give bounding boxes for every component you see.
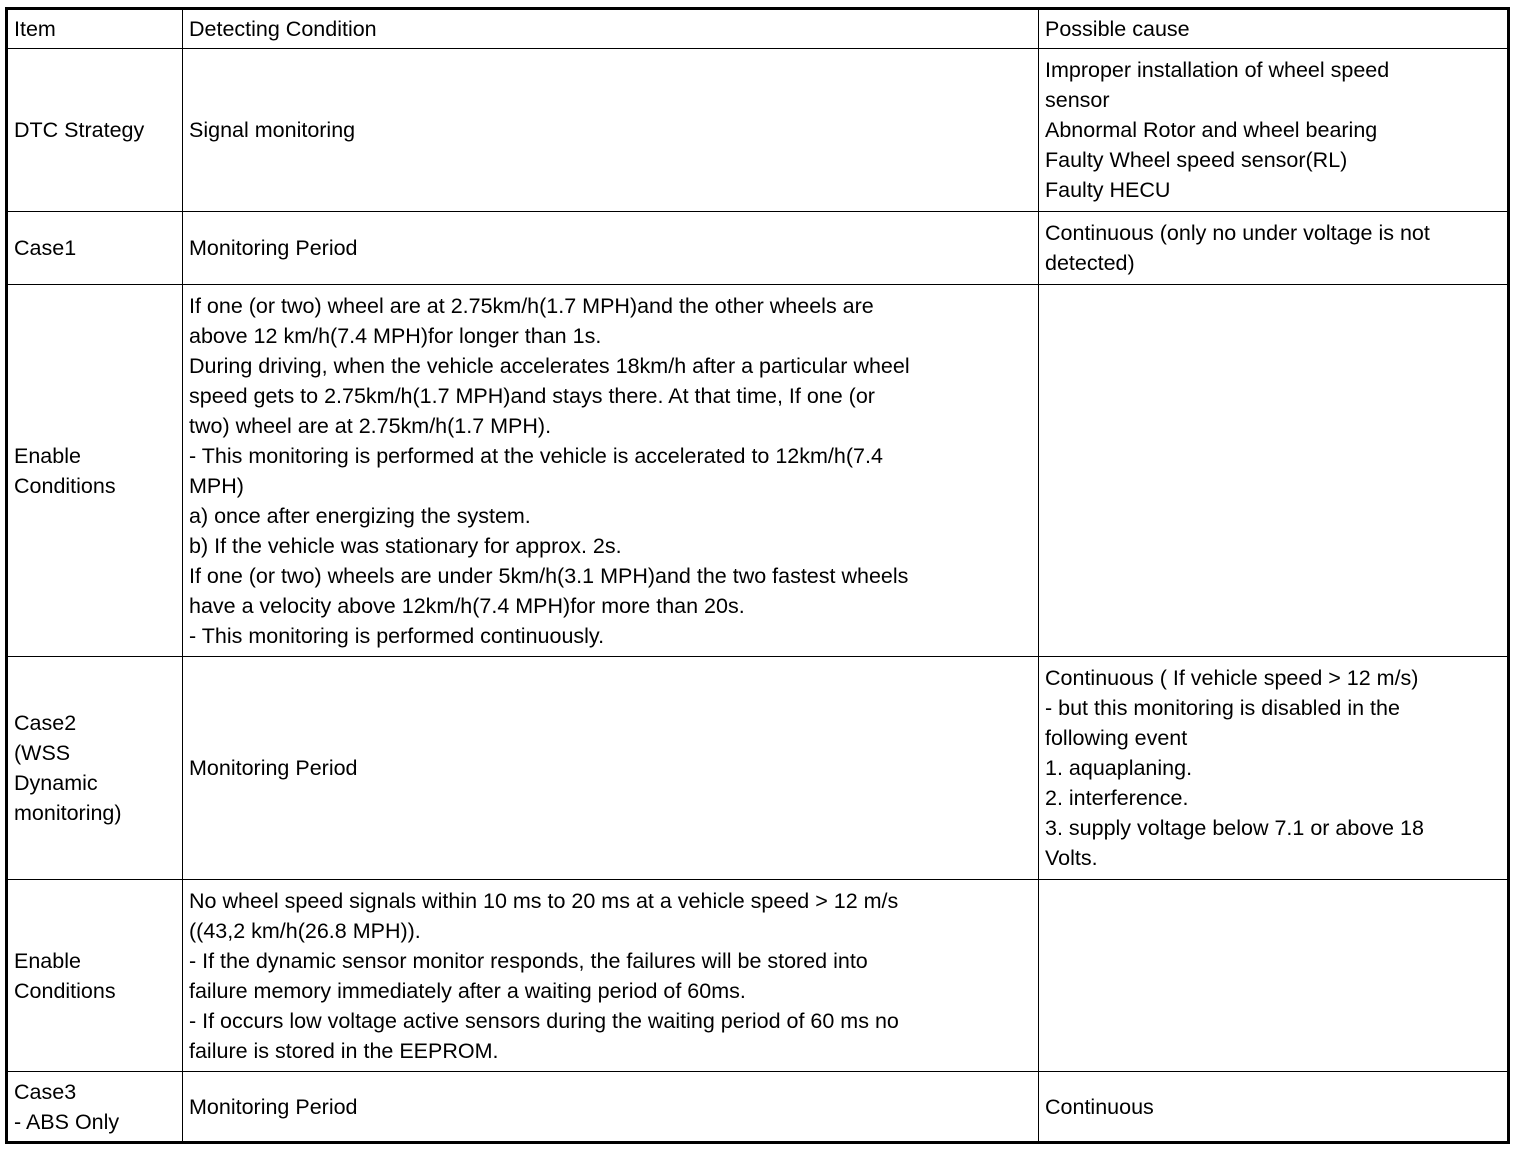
- cell-line: Case3: [14, 1079, 77, 1104]
- cell-line: MPH): [189, 473, 244, 498]
- header-condition: Detecting Condition: [183, 9, 1039, 49]
- cell-line: monitoring): [14, 801, 122, 825]
- cell-cause: [1039, 657, 1509, 880]
- header-cause: Possible cause: [1039, 9, 1509, 49]
- cell-condition: [183, 657, 1039, 880]
- cell-line: - This monitoring is performed at the vehicle is accelerated to 12km/h(7.4: [189, 443, 883, 468]
- table-row: [7, 212, 1509, 285]
- cell-condition: [183, 49, 1039, 212]
- cell-line: above 12 km/h(7.4 MPH)for longer than 1s.: [189, 323, 602, 348]
- cell-line: Enable: [14, 443, 81, 468]
- cell-line: following event: [1045, 726, 1188, 750]
- cell-line: two) wheel are at 2.75km/h(1.7 MPH).: [189, 413, 552, 438]
- cell-item: [7, 49, 183, 212]
- table-row: [7, 49, 1509, 212]
- cell-line: Abnormal Rotor and wheel bearing: [1045, 118, 1378, 142]
- cell-line: Conditions: [14, 978, 116, 1003]
- cell-line: Signal monitoring: [189, 118, 356, 142]
- cell-line: Continuous ( If vehicle speed > 12 m/s): [1045, 666, 1419, 690]
- table-row: [7, 880, 1509, 1072]
- cell-line: During driving, when the vehicle accelerates 18km/h after a particular wheel: [189, 353, 910, 378]
- cell-line: Enable: [14, 948, 81, 973]
- table-header-row: [7, 9, 1509, 49]
- cell-line: b) If the vehicle was stationary for approx. 2s.: [189, 533, 622, 558]
- cell-cause: [1039, 1072, 1509, 1143]
- cell-line: 3. supply voltage below 7.1 or above 18: [1045, 816, 1424, 840]
- cell-line: - but this monitoring is disabled in the: [1045, 696, 1400, 720]
- cell-line: a) once after energizing the system.: [189, 503, 531, 528]
- cell-item: [7, 880, 183, 1072]
- cell-line: - If occurs low voltage active sensors during the waiting period of 60 ms no: [189, 1008, 899, 1033]
- cell-condition: [183, 212, 1039, 285]
- cell-line: speed gets to 2.75km/h(1.7 MPH)and stays there. At that time, If one (or: [189, 383, 875, 408]
- dtc-table: [5, 7, 1510, 1144]
- cell-item: [7, 212, 183, 285]
- table-row: [7, 1072, 1509, 1143]
- cell-item: [7, 285, 183, 657]
- table-row: [7, 285, 1509, 657]
- cell-line: Monitoring Period: [189, 1094, 358, 1119]
- cell-line: sensor: [1045, 88, 1110, 112]
- cell-line: Improper installation of wheel speed: [1045, 58, 1390, 82]
- cell-cause: [1039, 285, 1509, 657]
- cell-line: Dynamic: [14, 771, 98, 795]
- cell-line: If one (or two) wheel are at 2.75km/h(1.7 MPH)and the other wheels are: [189, 293, 874, 318]
- cell-item: [7, 657, 183, 880]
- cell-line: - If the dynamic sensor monitor responds, the failures will be stored into: [189, 948, 868, 973]
- table-row: [7, 657, 1509, 880]
- cell-line: Faulty HECU: [1045, 178, 1171, 202]
- cell-line: Continuous (only no under voltage is not: [1045, 221, 1430, 245]
- cell-line: Continuous: [1045, 1094, 1154, 1119]
- header-item: Item: [7, 9, 183, 49]
- cell-line: - This monitoring is performed continuously.: [189, 623, 605, 648]
- cell-condition: [183, 880, 1039, 1072]
- cell-line: failure is stored in the EEPROM.: [189, 1038, 499, 1063]
- cell-cause: [1039, 212, 1509, 285]
- cell-line: No wheel speed signals within 10 ms to 20 ms at a vehicle speed > 12 m/s: [189, 888, 899, 913]
- cell-line: detected): [1045, 251, 1135, 275]
- cell-line: Conditions: [14, 473, 116, 498]
- cell-condition: [183, 1072, 1039, 1143]
- cell-line: - ABS Only: [14, 1109, 120, 1134]
- cell-line: have a velocity above 12km/h(7.4 MPH)for more than 20s.: [189, 593, 745, 618]
- cell-item: [7, 1072, 183, 1143]
- cell-cause: [1039, 880, 1509, 1072]
- cell-line: (WSS: [14, 741, 71, 765]
- cell-line: Monitoring Period: [189, 236, 358, 260]
- cell-condition: [183, 285, 1039, 657]
- cell-line: Case2: [14, 711, 77, 735]
- cell-line: ((43,2 km/h(26.8 MPH)).: [189, 918, 421, 943]
- cell-line: Monitoring Period: [189, 756, 358, 780]
- cell-line: Volts.: [1045, 846, 1098, 870]
- cell-cause: [1039, 49, 1509, 212]
- cell-line: If one (or two) wheels are under 5km/h(3.1 MPH)and the two fastest wheels: [189, 563, 909, 588]
- cell-line: 1. aquaplaning.: [1045, 756, 1193, 780]
- cell-line: DTC Strategy: [14, 118, 145, 142]
- cell-line: 2. interference.: [1045, 786, 1189, 810]
- cell-line: Faulty Wheel speed sensor(RL): [1045, 148, 1348, 172]
- cell-line: failure memory immediately after a waiting period of 60ms.: [189, 978, 746, 1003]
- cell-line: Case1: [14, 236, 77, 260]
